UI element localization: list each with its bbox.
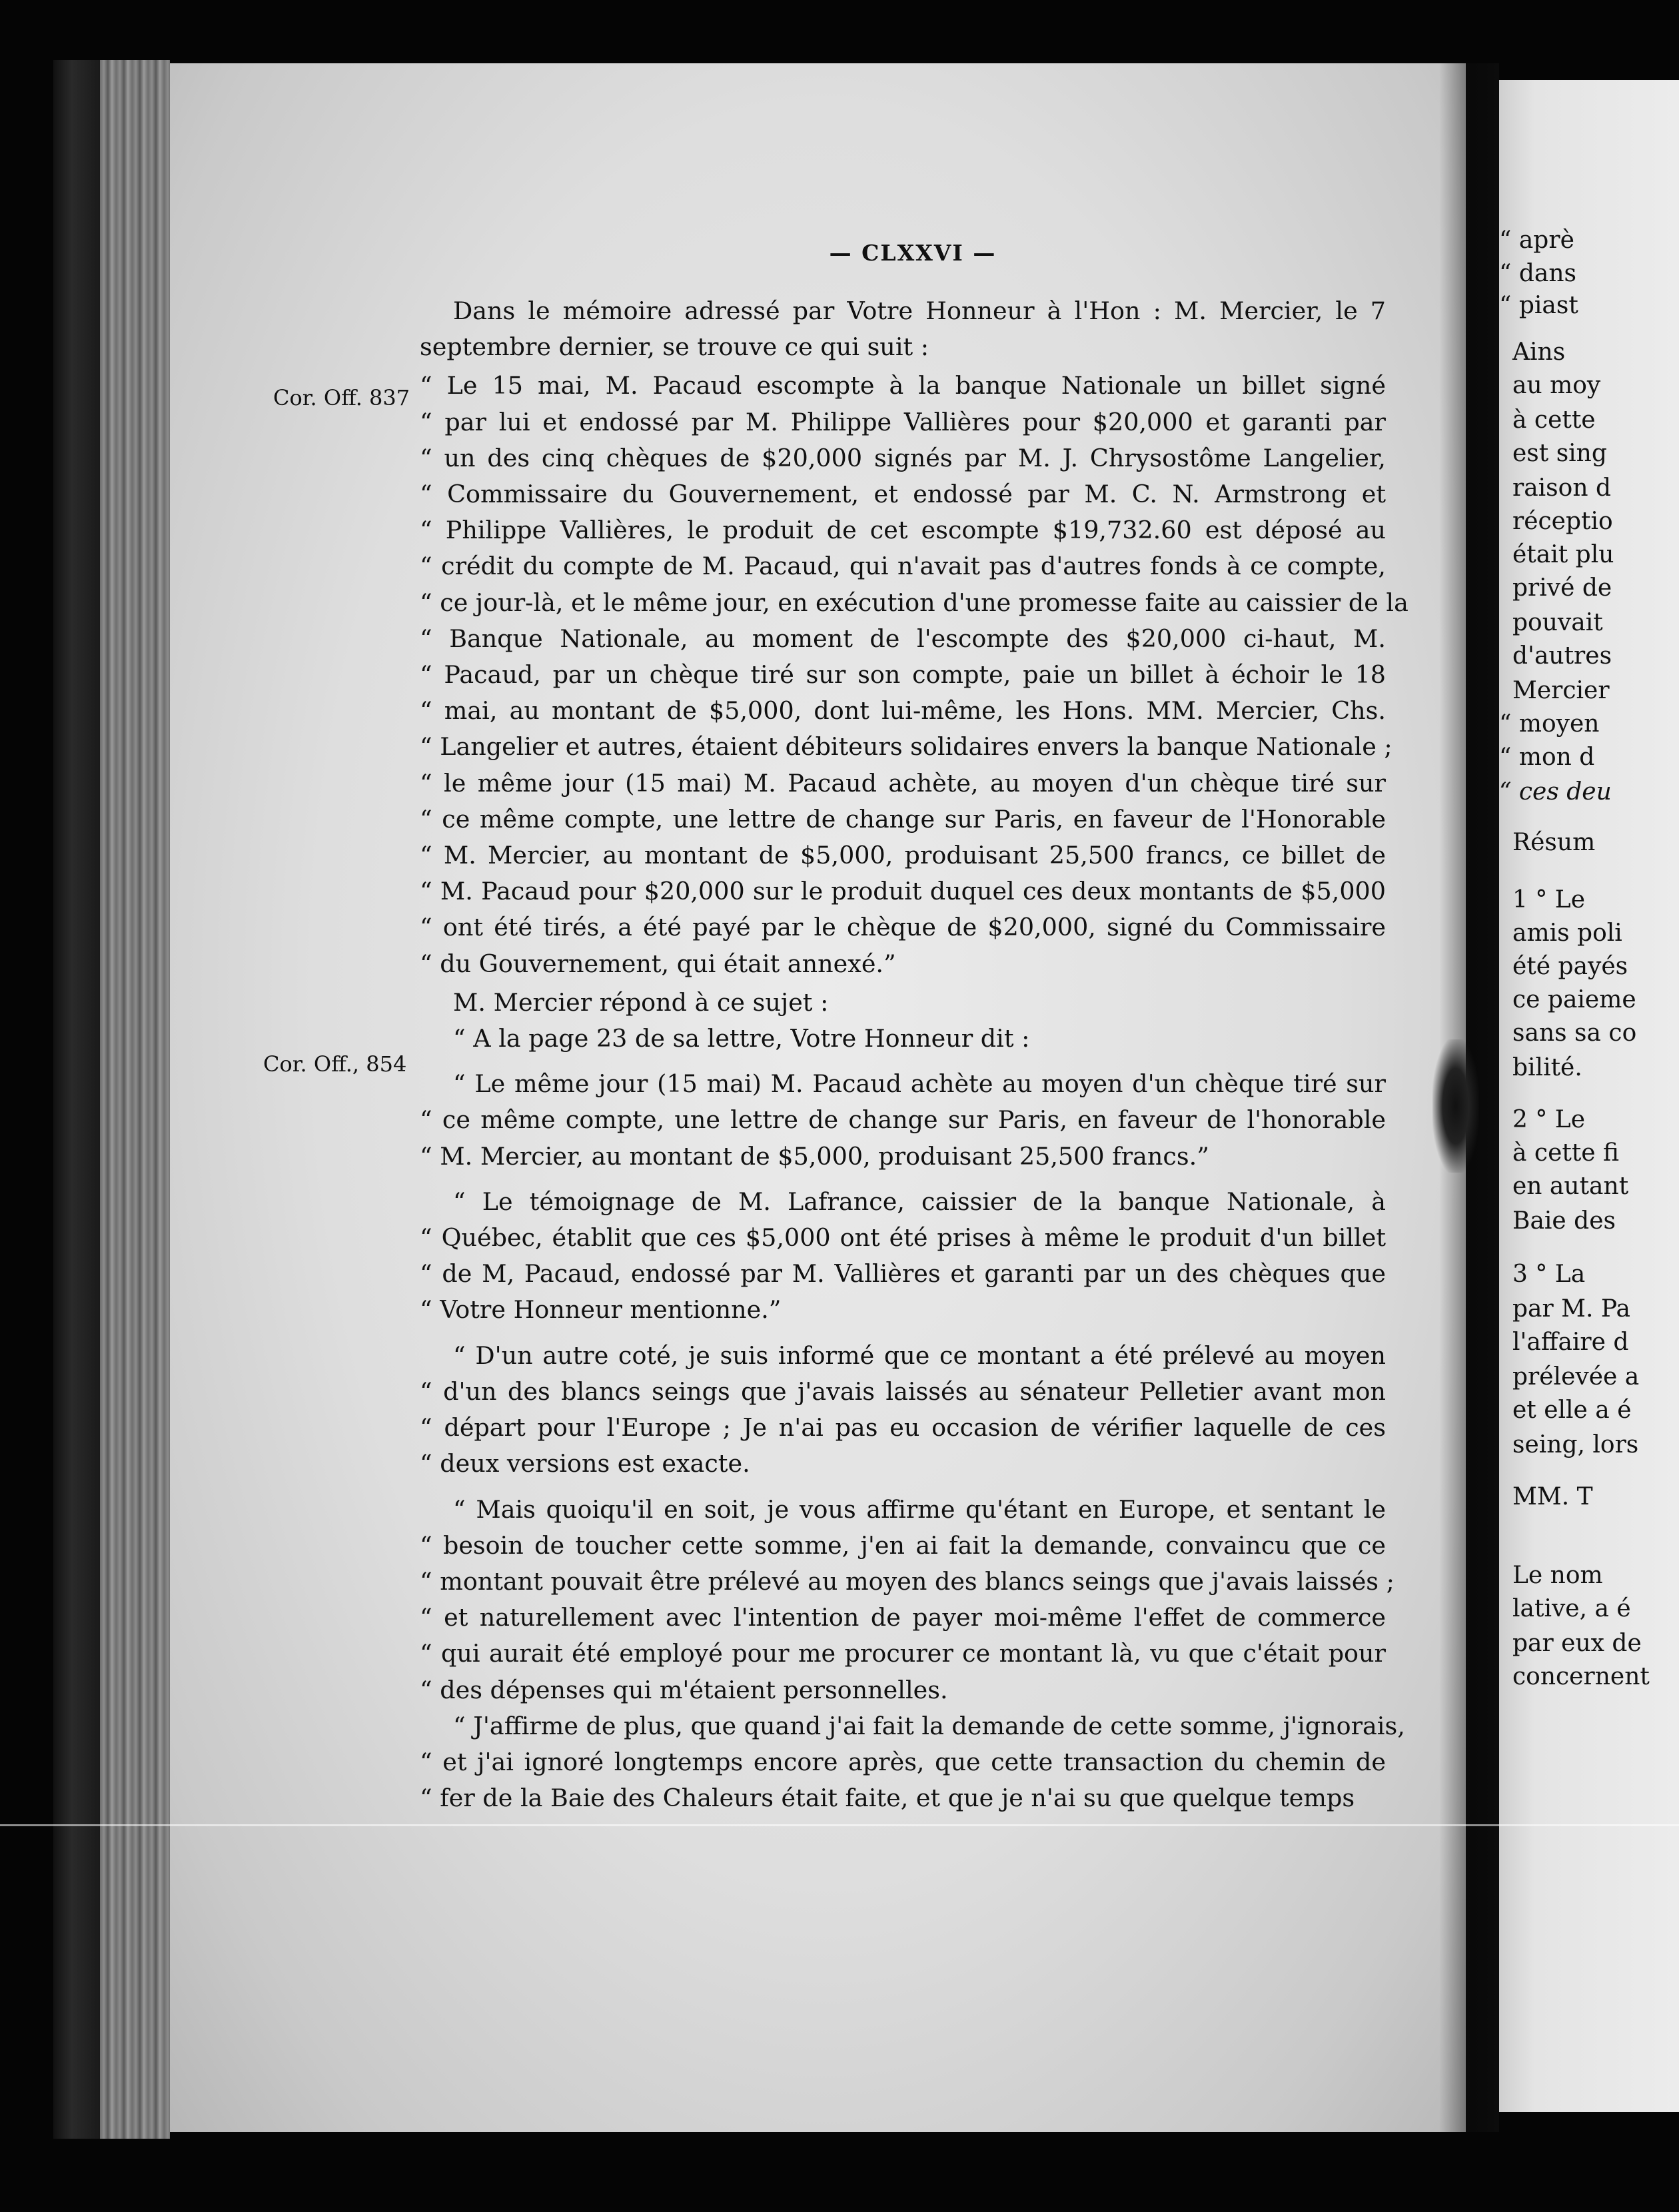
right-page-text-fragment: et elle a é xyxy=(1512,1396,1632,1424)
right-page-text-fragment: est sing xyxy=(1512,440,1607,467)
page-header: — CLXXVI — xyxy=(829,240,997,266)
paragraph xyxy=(420,1492,1395,1708)
text-line: “ Philippe Vallières, le produit de cet escompte $19,732.60 est déposé au xyxy=(420,516,1386,545)
text-line: “ besoin de toucher cette somme, j'en ai fait la demande, convaincu que ce xyxy=(420,1530,1386,1560)
right-page xyxy=(1499,80,1679,2112)
text-line: “ Langelier et autres, étaient débiteurs solidaires envers la banque Nationale ; xyxy=(420,732,1393,762)
text-line: “ un des cinq chèques de $20,000 signés par M. J. Chrysostôme Langelier, xyxy=(420,443,1386,472)
right-page-text-fragment: “ ces deu xyxy=(1499,778,1612,806)
right-page-text-fragment: prélevée a xyxy=(1512,1363,1640,1390)
paragraph xyxy=(420,1021,1386,1057)
right-page-text-fragment: “ mon d xyxy=(1499,744,1595,771)
right-page-text-fragment: Ains xyxy=(1512,338,1566,366)
right-page-text-fragment: “ moyen xyxy=(1499,710,1600,738)
book-spine xyxy=(53,60,100,2139)
margin-note-cor-off-854: Cor. Off., 854 xyxy=(263,1051,407,1077)
right-page-text-fragment: “ piast xyxy=(1499,292,1578,319)
text-line: “ par lui et endossé par M. Philippe Vallières pour $20,000 et garanti par xyxy=(420,407,1386,436)
right-page-text-fragment: raison d xyxy=(1512,474,1612,502)
paragraph xyxy=(420,1338,1386,1482)
text-line: “ Banque Nationale, au moment de l'escompte des $20,000 ci-haut, M. xyxy=(420,624,1386,653)
right-page-text-fragment: 1 ° Le xyxy=(1512,886,1586,913)
text-line: “ M. Mercier, au montant de $5,000, produisant 25,500 francs.” xyxy=(420,1141,1209,1171)
paragraph xyxy=(420,1066,1386,1175)
text-line: “ ce même compte, une lettre de change sur Paris, en faveur de l'honorable xyxy=(420,1105,1386,1135)
paragraph xyxy=(420,293,1386,365)
paragraph-gap xyxy=(420,1482,1386,1492)
paragraph xyxy=(420,368,1408,981)
right-page-text-fragment: bilité. xyxy=(1512,1054,1582,1081)
text-line: “ ce même compte, une lettre de change sur Paris, en faveur de l'Honorable xyxy=(420,804,1386,833)
right-page-text-fragment: Mercier xyxy=(1512,677,1610,704)
right-page-text-fragment: lative, a é xyxy=(1512,1595,1631,1622)
right-page-text-fragment: en autant xyxy=(1512,1173,1629,1200)
text-line: “ départ pour l'Europe ; Je n'ai pas eu occasion de vérifier laquelle de ces xyxy=(420,1413,1386,1442)
right-page-text-fragment: seing, lors xyxy=(1512,1431,1639,1458)
text-line: “ d'un des blancs seings que j'avais laissés au sénateur Pelletier avant mon xyxy=(420,1377,1386,1406)
paragraph-gap xyxy=(420,1057,1386,1066)
text-line: septembre dernier, se trouve ce qui suit : xyxy=(420,332,929,362)
right-page-text-fragment: à cette xyxy=(1512,406,1596,434)
right-page-text-fragment: Baie des xyxy=(1512,1207,1616,1235)
text-line: “ qui aurait été employé pour me procurer ce montant là, vu que c'était pour xyxy=(420,1639,1386,1668)
text-line: “ du Gouvernement, qui était annexé.” xyxy=(420,949,896,978)
text-line: Dans le mémoire adressé par Votre Honneur à l'Hon : M. Mercier, le 7 xyxy=(453,296,1386,325)
text-line: “ Mais quoiqu'il en soit, je vous affirme qu'étant en Europe, et sentant le xyxy=(453,1494,1386,1524)
right-page-text-fragment: “ aprè xyxy=(1499,227,1574,254)
text-line: “ M. Pacaud pour $20,000 sur le produit duquel ces deux montants de $5,000 xyxy=(420,877,1386,906)
text-line: “ Commissaire du Gouvernement, et endossé par M. C. N. Armstrong et xyxy=(420,480,1386,509)
paragraph-gap xyxy=(420,1329,1386,1338)
main-text-column xyxy=(420,293,1408,1816)
margin-note-cor-off-837: Cor. Off. 837 xyxy=(273,385,410,410)
text-line: “ montant pouvait être prélevé au moyen des blancs seings que j'avais laissés ; xyxy=(420,1566,1395,1596)
right-page-text-fragment: d'autres xyxy=(1512,642,1612,670)
text-line: “ mai, au montant de $5,000, dont lui-même, les Hons. MM. Mercier, Chs. xyxy=(420,696,1386,726)
text-line: “ le même jour (15 mai) M. Pacaud achète, au moyen d'un chèque tiré sur xyxy=(420,768,1386,798)
text-line: “ Québec, établit que ces $5,000 ont été prises à même le produit d'un billet xyxy=(420,1223,1386,1253)
right-page-text-fragment: 3 ° La xyxy=(1512,1261,1586,1288)
right-page-text-fragment: par eux de xyxy=(1512,1630,1642,1657)
text-line: “ J'affirme de plus, que quand j'ai fait la demande de cette somme, j'ignorais, xyxy=(453,1711,1405,1740)
right-page-text-fragment: pouvait xyxy=(1512,609,1603,636)
right-page-text-fragment: l'affaire d xyxy=(1512,1329,1629,1356)
text-line: “ ce jour-là, et le même jour, en exécution d'une promesse faite au caissier de la xyxy=(420,588,1408,617)
ink-smudge xyxy=(1432,1039,1479,1173)
text-line: “ ont été tirés, a été payé par le chèque de $20,000, signé du Commissaire xyxy=(420,913,1386,942)
right-page-text-fragment: ce paieme xyxy=(1512,986,1636,1013)
text-line: “ Votre Honneur mentionne.” xyxy=(420,1295,782,1325)
text-line: “ Pacaud, par un chèque tiré sur son compte, paie un billet à échoir le 18 xyxy=(420,660,1386,690)
page-edges xyxy=(100,60,170,2139)
right-page-text-fragment: Le nom xyxy=(1512,1562,1603,1589)
right-page-text-fragment: “ dans xyxy=(1499,260,1577,287)
text-line: “ D'un autre coté, je suis informé que ce montant a été prélevé au moyen xyxy=(453,1341,1386,1370)
paragraph xyxy=(420,1184,1386,1329)
text-line: “ et j'ai ignoré longtemps encore après, que cette transaction du chemin de xyxy=(420,1747,1386,1776)
text-line: “ M. Mercier, au montant de $5,000, produisant 25,500 francs, ce billet de xyxy=(420,841,1386,870)
right-page-text-fragment: était plu xyxy=(1512,541,1614,568)
text-line: “ crédit du compte de M. Pacaud, qui n'avait pas d'autres fonds à ce compte, xyxy=(420,552,1386,581)
right-page-text-fragment: 2 ° Le xyxy=(1512,1106,1586,1133)
text-line: “ fer de la Baie des Chaleurs était faite, et que je n'ai su que quelque temps xyxy=(420,1784,1355,1813)
right-page-text-fragment: par M. Pa xyxy=(1512,1295,1630,1323)
right-page-text-fragment: amis poli xyxy=(1512,919,1622,947)
text-line: “ A la page 23 de sa lettre, Votre Honneur dit : xyxy=(453,1024,1030,1053)
paragraph xyxy=(420,1708,1405,1817)
text-line: “ Le même jour (15 mai) M. Pacaud achète au moyen d'un chèque tiré sur xyxy=(453,1069,1386,1099)
text-line: “ et naturellement avec l'intention de payer moi-même l'effet de commerce xyxy=(420,1603,1386,1632)
scan-line xyxy=(0,1824,1679,1826)
right-page-text-fragment: Résum xyxy=(1512,829,1596,856)
right-page-text-fragment: concernent xyxy=(1512,1663,1650,1690)
text-line: “ des dépenses qui m'étaient personnelles. xyxy=(420,1675,948,1704)
right-page-text-fragment: été payés xyxy=(1512,953,1628,980)
text-line: “ Le témoignage de M. Lafrance, caissier de la banque Nationale, à xyxy=(453,1187,1386,1216)
paragraph xyxy=(420,985,1386,1021)
text-line: “ deux versions est exacte. xyxy=(420,1449,750,1478)
right-page-text-fragment: privé de xyxy=(1512,574,1612,602)
paragraph-gap xyxy=(420,1175,1386,1184)
right-page-text-fragment: au moy xyxy=(1512,372,1601,399)
right-page-text-fragment: à cette fi xyxy=(1512,1139,1620,1167)
right-page-text-fragment: MM. T xyxy=(1512,1483,1593,1510)
text-line: “ de M, Pacaud, endossé par M. Vallières et garanti par un des chèques que xyxy=(420,1259,1386,1289)
text-line: M. Mercier répond à ce sujet : xyxy=(453,987,829,1017)
right-page-text-fragment: réceptio xyxy=(1512,508,1613,535)
right-page-text-fragment: sans sa co xyxy=(1512,1019,1637,1047)
text-line: “ Le 15 mai, M. Pacaud escompte à la banque Nationale un billet signé xyxy=(420,371,1386,400)
